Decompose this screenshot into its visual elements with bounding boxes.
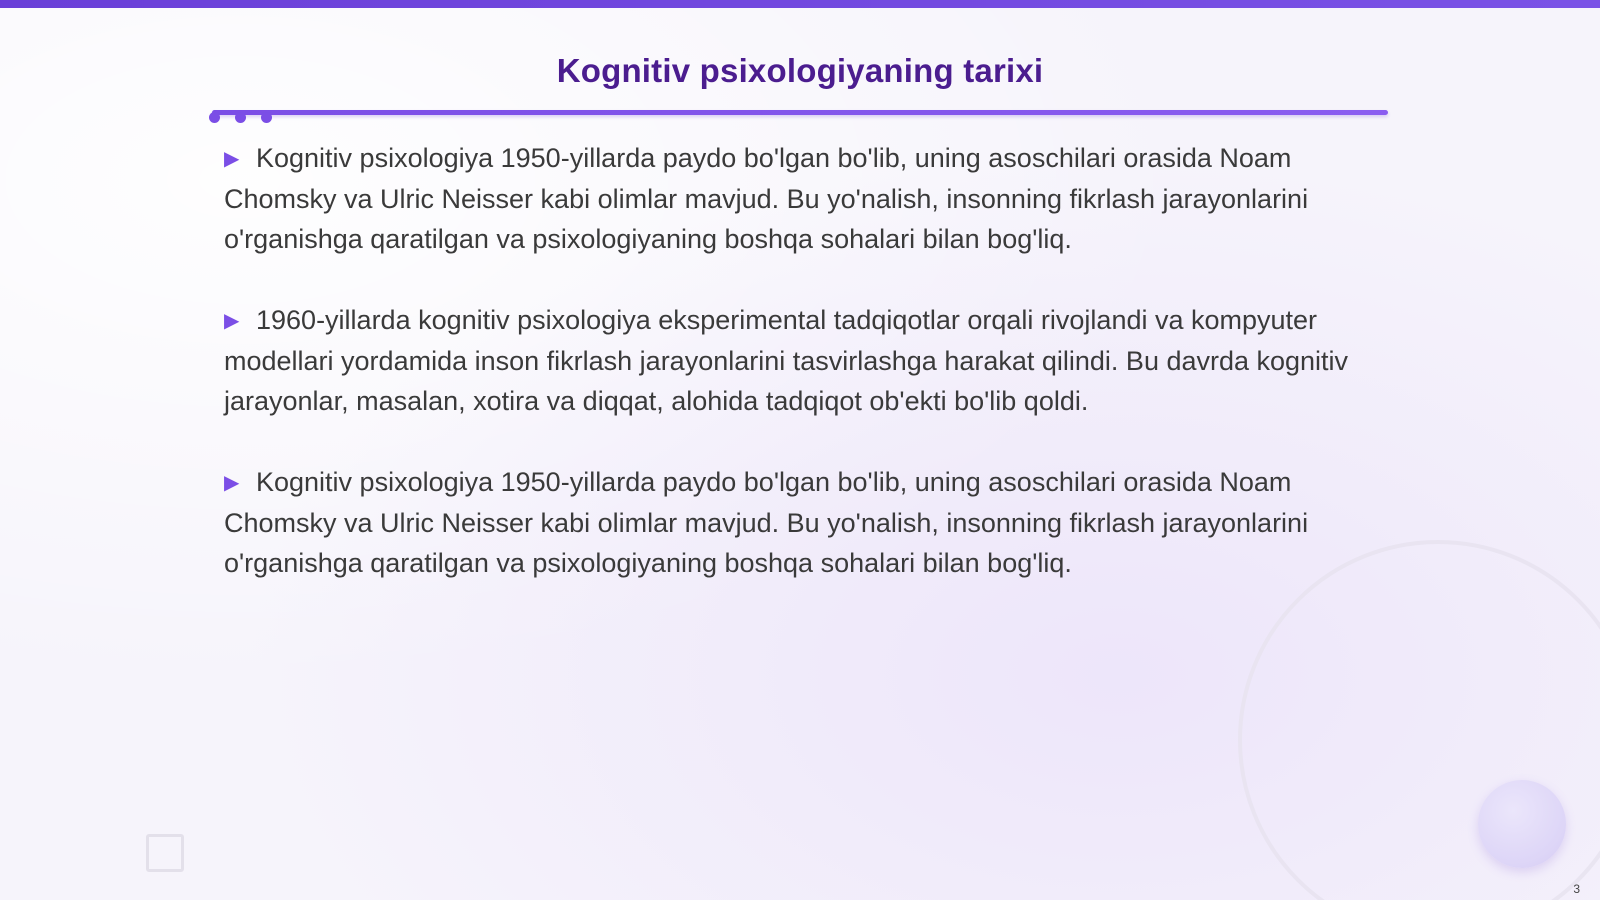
triangle-bullet-icon: ▶: [224, 148, 240, 170]
bullet-item: [224, 462, 1374, 583]
slide-title: Kognitiv psixologiyaning tarixi: [556, 52, 1044, 89]
triangle-bullet-icon: ▶: [224, 472, 240, 494]
bullet-item: [224, 300, 1374, 421]
slide-number: 3: [1573, 882, 1580, 896]
bullet-text: Kognitiv psixologiya 1950-yillarda paydo bo'lgan bo'lib, uning asoschilari orasida Noam Chomsky va Ulric Neisser kabi olimlar mavjud. Bu yo'nalish, insonning fikrlash jarayonlarini o'rganishga qaratilgan va psixologiyaning boshqa sohalari bilan bog'liq.: [224, 143, 1309, 254]
bullet-list: [224, 138, 1374, 624]
decorative-dot: [235, 112, 246, 123]
bullet-text: Kognitiv psixologiya 1950-yillarda paydo bo'lgan bo'lib, uning asoschilari orasida Noam Chomsky va Ulric Neisser kabi olimlar mavjud. Bu yo'nalish, insonning fikrlash jarayonlarini o'rganishga qaratilgan va psixologiyaning boshqa sohalari bilan bog'liq.: [224, 467, 1309, 578]
bullet-item: [224, 138, 1374, 259]
decorative-dot: [209, 112, 220, 123]
bullet-text: 1960-yillarda kognitiv psixologiya eksperimental tadqiqotlar orqali rivojlandi va kompyuter modellari yordamida inson fikrlash jarayonlarini tasvirlashga harakat qilindi. Bu davrda kognitiv jarayonlar, masalan, xotira va diqqat, alohida tadqiqot ob'ekti bo'lib qoldi.: [224, 305, 1349, 416]
decorative-square: [146, 834, 184, 872]
top-accent-bar: [0, 0, 1600, 8]
decorative-circle: [1478, 780, 1566, 868]
triangle-bullet-icon: ▶: [224, 310, 240, 332]
title-underline: [212, 110, 1388, 115]
decorative-dot: [261, 112, 272, 123]
